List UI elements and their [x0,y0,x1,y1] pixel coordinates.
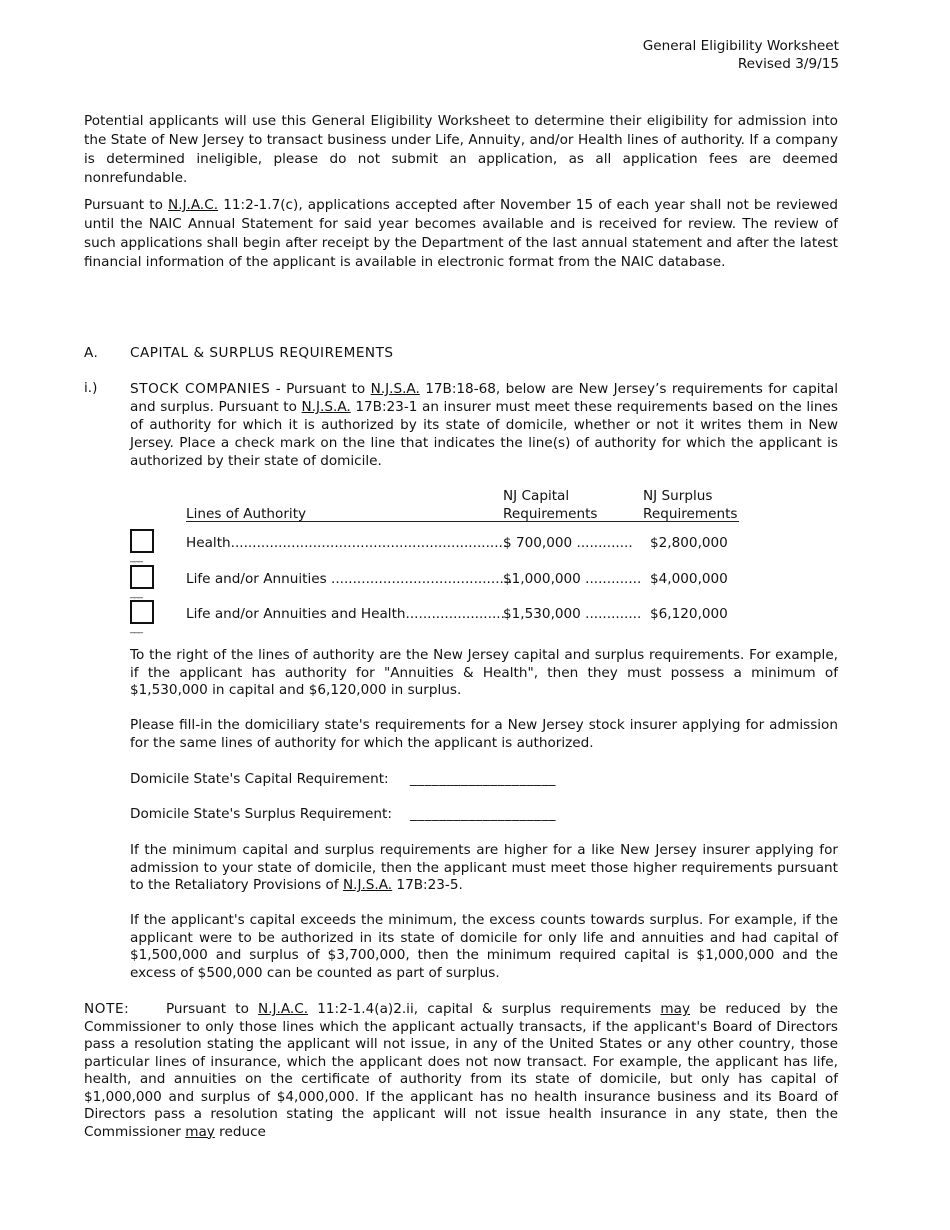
domicile-capital-label: Domicile State's Capital Requirement: [130,771,389,787]
section-number: A. [84,345,99,361]
section-title: CAPITAL & SURPLUS REQUIREMENTS [130,345,394,361]
text: 17B:18-68, below are New Jersey’s requirements for capital and surplus. Pursuant to [130,381,838,415]
text: Pursuant to [84,197,169,213]
text: 17B:23-1 an insurer must meet these requirements based on the lines of authority for which it is authorized by its state of domicile, whether or not it writes them in New Jersey. Place a check mark on the line that indicates the line(s) of authority for which the applicant is authorized by their state of domicile. [130,399,838,469]
stock-companies-lead: STOCK COMPANIES [130,381,271,397]
surplus-value: $4,000,000 [650,571,728,587]
line-label: Life and/or Annuities and Health....................... [186,606,505,622]
text: 11:2-1.7(c), applications accepted after November 15 of each year shall not be reviewed until the NAIC Annual Statement for said year becomes available and is received for review. The review of such applications shall begin after receipt by the Department of the last annual statement and after the latest financial information of the applicant is available in electronic format from the NAIC database. [84,197,838,270]
text: 11:2-1.4(a)2.ii, capital & surplus requirements [308,1001,661,1017]
table-row [130,600,750,634]
emphasis-may: may [660,1001,691,1017]
header-rule [186,521,739,522]
col-header-capital-line2: Requirements [503,506,598,522]
check-line: ___ [130,552,142,563]
text: be reduced by the Commissioner to only those lines which the applicant actually transacts, if the applicant's Board of Directors pass a resolution stating the applicant will not issue, in any of the United States or any other country, those particular lines of insurance, which the applicant does not now transact. For example, the applicant has life, health, and annuities on the certificate of authority from its state of domicile, but only has capital of $1,000,000 and surplus of $4,000,000. If the applicant has no health insurance business and its Board of Directors pass a resolution stating the applicant will not issue health insurance in any state, then the Commissioner [84,1001,838,1140]
col-header-surplus-line1: NJ Surplus [643,488,713,504]
text: If the minimum capital and surplus requirements are higher for a like New Jersey insurer applying for admission to your state of domicile, then the applicant must meet those higher requirements pursuant to the Retaliatory Provisions of [130,842,838,893]
surplus-value: $2,800,000 [650,535,728,551]
domicile-surplus-field[interactable]: ____________________ [410,806,556,822]
text: reduce [214,1123,266,1140]
capital-value: $1,000,000 ............. [503,571,642,587]
capital-value: $ 700,000 ............. [503,535,633,551]
document-header [643,37,839,73]
document-title: General Eligibility Worksheet [642,38,839,54]
revision-date: Revised 3/9/15 [737,56,839,72]
domicile-capital-row [130,771,556,787]
line-label: Health................................................................ [186,535,508,551]
life-annuities-checkbox[interactable] [130,565,154,589]
text: Pursuant to [129,1001,259,1017]
example-paragraph: To the right of the lines of authority are the New Jersey capital and surplus requirements. For example, if the applicant has authority for "Annuities & Health", then they must possess a minimum of $1,530,000 in capital and $6,120,000 in surplus. [130,647,838,698]
citation: N.J.S.A. [342,877,393,893]
line-label: Life and/or Annuities .......................................... [186,571,513,587]
surplus-value: $6,120,000 [650,606,728,622]
emphasis-may: may [185,1123,215,1140]
intro-paragraph: Potential applicants will use this General Eligibility Worksheet to determine their eligibility for admission into the State of New Jersey to transact business under Life, Annuity, and/or Health lines of authority. If a company is determined ineligible, please do not submit an application, as all application fees are deemed nonrefundable. [84,113,838,186]
pursuant-paragraph [84,196,838,272]
stock-companies-paragraph [130,380,838,470]
note-paragraph [84,1001,838,1141]
domicile-capital-field[interactable]: ____________________ [410,771,556,787]
life-annuities-health-checkbox[interactable] [130,600,154,624]
citation: N.J.A.C. [258,1001,309,1017]
text: - Pursuant to [270,381,371,397]
health-checkbox[interactable] [130,529,154,553]
col-header-surplus-line2: Requirements [643,506,738,522]
subsection-number: i.) [84,380,98,396]
note-tag: NOTE: [84,1001,130,1017]
col-header-capital [503,487,598,523]
domicile-surplus-label: Domicile State's Surplus Requirement: [130,806,392,822]
citation: N.J.S.A. [301,399,351,415]
fillin-paragraph: Please fill-in the domiciliary state's requirements for a New Jersey stock insurer applying for admission for the same lines of authority for which the applicant is authorized. [130,717,838,751]
text: 17B:23-5. [392,877,463,893]
excess-paragraph: If the applicant's capital exceeds the minimum, the excess counts towards surplus. For example, if the applicant were to be authorized in its state of domicile for only life and annuities and had capital of $1,500,000 and surplus of $3,700,000, then the minimum required capital is $1,000,000 and the excess of $500,000 can be counted as part of surplus. [130,912,838,981]
col-header-lines: Lines of Authority [186,506,307,522]
citation: N.J.S.A. [370,381,420,397]
check-line: ___ [130,623,142,634]
retaliatory-paragraph [130,842,838,895]
domicile-surplus-row [130,806,556,822]
table-row [130,565,750,599]
capital-value: $1,530,000 ............. [503,606,642,622]
col-header-surplus [643,487,738,523]
table-row [130,529,750,563]
check-line: ___ [130,588,142,599]
col-header-capital-line1: NJ Capital [503,488,570,504]
citation: N.J.A.C. [168,197,219,213]
